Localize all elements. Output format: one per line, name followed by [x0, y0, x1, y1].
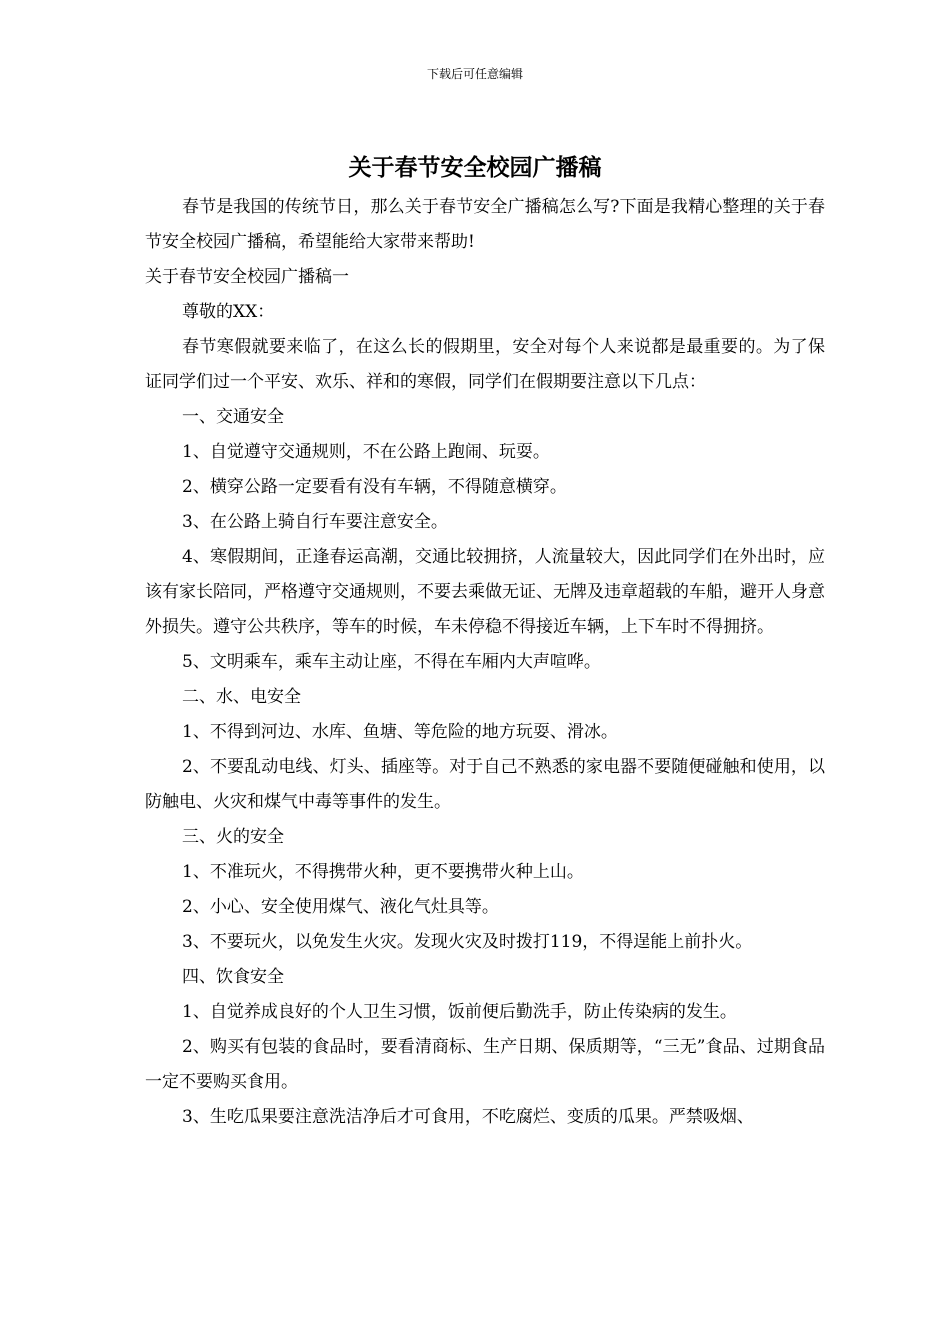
document-body [145, 190, 825, 1135]
header-note: 下载后可任意编辑 [426, 67, 523, 81]
paragraph: 三、火的安全 [182, 827, 284, 847]
paragraph: 4、寒假期间，正逢春运高潮，交通比较拥挤，人流量较大，因此同学们在外出时，应该有家长陪同，严格遵守交通规则，不要去乘做无证、无牌及违章超载的车船，避开人身意外损失。遵守公共秩序，等车的时候，车未停稳不得接近车辆，上下车时不得拥挤。 [145, 547, 825, 637]
paragraph: 2、小心、安全使用煤气、液化气灶具等。 [182, 897, 499, 917]
paragraph: 关于春节安全校园广播稿一 [145, 267, 349, 287]
paragraph: 四、饮食安全 [182, 967, 284, 987]
paragraph: 1、自觉遵守交通规则，不在公路上跑闹、玩耍。 [182, 442, 550, 462]
paragraph: 2、横穿公路一定要看有没有车辆，不得随意横穿。 [182, 477, 567, 497]
paragraph: 二、水、电安全 [182, 687, 301, 707]
paragraph: 1、不得到河边、水库、鱼塘、等危险的地方玩耍、滑冰。 [182, 722, 618, 742]
document-title: 关于春节安全校园广播稿 [348, 154, 602, 181]
paragraph: 春节寒假就要来临了，在这么长的假期里，安全对每个人来说都是最重要的。为了保证同学们过一个平安、欢乐、祥和的寒假，同学们在假期要注意以下几点： [145, 337, 825, 392]
paragraph: 1、自觉养成良好的个人卫生习惯，饭前便后勤洗手，防止传染病的发生。 [182, 1002, 737, 1022]
paragraph: 3、在公路上骑自行车要注意安全。 [182, 512, 448, 532]
paragraph: 3、生吃瓜果要注意洗洁净后才可食用，不吃腐烂、变质的瓜果。严禁吸烟、 [182, 1107, 754, 1127]
paragraph: 2、不要乱动电线、灯头、插座等。对于自己不熟悉的家电器不要随便碰触和使用，以防触电、火灾和煤气中毒等事件的发生。 [145, 757, 825, 812]
paragraph: 尊敬的XX： [182, 302, 275, 322]
paragraph: 5、文明乘车，乘车主动让座，不得在车厢内大声喧哗。 [182, 652, 601, 672]
paragraph: 2、购买有包装的食品时，要看清商标、生产日期、保质期等，“三无”食品、过期食品一定不要购买食用。 [145, 1037, 825, 1092]
paragraph: 3、不要玩火，以免发生火灾。发现火灾及时拨打119，不得逞能上前扑火。 [182, 932, 753, 952]
paragraph: 一、交通安全 [182, 407, 284, 427]
paragraph: 1、不准玩火，不得携带火种，更不要携带火种上山。 [182, 862, 584, 882]
paragraph: 春节是我国的传统节日，那么关于春节安全广播稿怎么写?下面是我精心整理的关于春节安全校园广播稿，希望能给大家带来帮助! [145, 197, 825, 252]
